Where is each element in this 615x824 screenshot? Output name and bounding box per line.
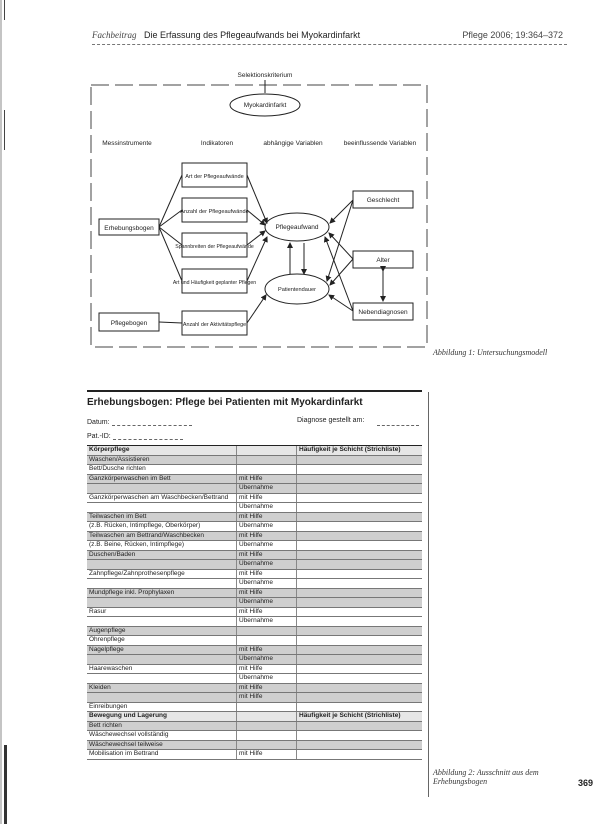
- pat-label: Pat.-ID:: [87, 433, 111, 440]
- table-row: [87, 522, 422, 532]
- table-row: [87, 569, 422, 579]
- tally-cell[interactable]: [297, 721, 423, 731]
- journal-section: Fachbeitrag: [92, 30, 137, 40]
- diagnose-label: Diagnose gestellt am:: [297, 417, 365, 424]
- table-row: [87, 645, 422, 655]
- form-meta-row: [87, 431, 422, 445]
- table-cell: Zahnpflege/Zahnprothesenpflege: [87, 569, 237, 579]
- column-header: Indikatoren: [200, 140, 234, 147]
- table-cell: (z.B. Rücken, Intimpflege, Oberkörper): [87, 522, 237, 532]
- table-cell: Übernahme: [237, 598, 297, 608]
- table-cell: Übernahme: [237, 674, 297, 684]
- table-cell: Nagelpflege: [87, 645, 237, 655]
- table-cell: Einreibungen: [87, 702, 237, 712]
- myokardinfarkt-label: Myokardinfarkt: [243, 102, 287, 109]
- table-cell: Teilwaschen am Bettrand/Waschbecken: [87, 531, 237, 541]
- tally-cell[interactable]: [297, 455, 423, 465]
- table-cell: Übernahme: [237, 655, 297, 665]
- table-cell: Übernahme: [237, 484, 297, 494]
- table-row: [87, 721, 422, 731]
- table-row: [87, 626, 422, 636]
- tally-cell[interactable]: [297, 484, 423, 494]
- tally-cell[interactable]: [297, 683, 423, 693]
- table-cell: Bett richten: [87, 721, 237, 731]
- table-cell: [87, 484, 237, 494]
- indicator-label: Anzahl der Aktivitätspflege: [182, 322, 247, 328]
- influence-label: Alter: [376, 257, 390, 264]
- table-row: [87, 579, 422, 589]
- header-rule: [92, 44, 567, 45]
- pflegeaufwand-label: Pflegeaufwand: [275, 224, 319, 231]
- form-meta-row: [87, 417, 422, 431]
- instrument-label: Pflegebogen: [110, 320, 148, 327]
- arrow: [247, 175, 267, 223]
- table-cell: mit Hilfe: [237, 645, 297, 655]
- table-cell: [237, 702, 297, 712]
- tally-cell[interactable]: [297, 503, 423, 513]
- table-row: [87, 731, 422, 741]
- table-cell: [87, 598, 237, 608]
- tally-cell[interactable]: [297, 474, 423, 484]
- table-cell: [237, 465, 297, 475]
- pflegedauer-label: Patientendauer: [278, 287, 316, 293]
- arrow: [247, 231, 265, 245]
- section-header-row: [87, 712, 422, 722]
- column-header: Messinstrumente: [102, 140, 152, 147]
- table-cell: Kleiden: [87, 683, 237, 693]
- tally-cell[interactable]: [297, 645, 423, 655]
- tally-cell[interactable]: [297, 674, 423, 684]
- table-cell: Duschen/Baden: [87, 550, 237, 560]
- tally-cell[interactable]: [297, 512, 423, 522]
- table-row: [87, 484, 422, 494]
- form-caption: Abbildung 2: Ausschnitt aus dem Erhebungsbogen: [433, 768, 539, 786]
- table-row: [87, 674, 422, 684]
- table-cell: [237, 721, 297, 731]
- table-cell: Übernahme: [237, 560, 297, 570]
- table-cell: Rasur: [87, 607, 237, 617]
- table-cell: Übernahme: [237, 503, 297, 513]
- table-cell: Übernahme: [237, 617, 297, 627]
- connector: [159, 322, 182, 323]
- table-row: [87, 541, 422, 551]
- table-row: [87, 617, 422, 627]
- section-header-cell: Häufigkeit je Schicht (Strichliste): [297, 712, 423, 722]
- indicator-label: Art der Pflegeaufwände: [185, 174, 244, 180]
- table-row: [87, 664, 422, 674]
- tally-cell[interactable]: [297, 465, 423, 475]
- section-header-cell: [237, 446, 297, 456]
- table-cell: Übernahme: [237, 541, 297, 551]
- running-header: [92, 30, 360, 40]
- form-title: Erhebungsbogen: Pflege bei Patienten mit Myokardinfarkt: [87, 390, 422, 408]
- tally-cell[interactable]: [297, 731, 423, 741]
- diagnose-field[interactable]: [377, 417, 419, 426]
- tally-cell[interactable]: [297, 740, 423, 750]
- table-cell: mit Hilfe: [237, 493, 297, 503]
- table-cell: mit Hilfe: [237, 550, 297, 560]
- section-header-cell: [237, 712, 297, 722]
- selection-criterion-label: Selektionskriterium: [237, 72, 293, 79]
- table-row: [87, 474, 422, 484]
- margin-rule: [428, 392, 429, 797]
- tally-cell[interactable]: [297, 655, 423, 665]
- column-header: beeinflussende Variablen: [343, 140, 417, 147]
- section-header-cell: Bewegung und Lagerung: [87, 712, 237, 722]
- indicator-label: Anzahl der Pflegeaufwände: [180, 209, 249, 215]
- edge-mark: [4, 745, 7, 824]
- tally-cell[interactable]: [297, 560, 423, 570]
- table-cell: Bett/Dusche richten: [87, 465, 237, 475]
- tally-cell[interactable]: [297, 664, 423, 674]
- connector: [159, 227, 182, 281]
- table-cell: [87, 503, 237, 513]
- tally-cell[interactable]: [297, 598, 423, 608]
- page-number: 369: [578, 778, 594, 788]
- tally-cell[interactable]: [297, 636, 423, 646]
- table-row: [87, 693, 422, 703]
- tally-cell[interactable]: [297, 569, 423, 579]
- datum-label: Datum:: [87, 419, 110, 426]
- tally-cell[interactable]: [297, 531, 423, 541]
- table-cell: [87, 560, 237, 570]
- page-edge: [0, 0, 16, 824]
- table-cell: [87, 579, 237, 589]
- table-cell: Wäschewechsel teilweise: [87, 740, 237, 750]
- edge-mark: [4, 110, 5, 150]
- table-row: [87, 512, 422, 522]
- table-cell: mit Hilfe: [237, 512, 297, 522]
- table-row: [87, 655, 422, 665]
- table-cell: [237, 731, 297, 741]
- datum-field[interactable]: [112, 417, 192, 426]
- table-row: [87, 588, 422, 598]
- indicator-label: Art und Häufigkeit geplanter Pflegen: [172, 280, 257, 286]
- form-table: [87, 445, 422, 760]
- tally-cell[interactable]: [297, 750, 423, 760]
- table-cell: Waschen/Assistieren: [87, 455, 237, 465]
- section-header-cell: Körperpflege: [87, 446, 237, 456]
- tally-cell[interactable]: [297, 607, 423, 617]
- table-row: [87, 683, 422, 693]
- figure-caption: Abbildung 1: Untersuchungsmodell: [433, 348, 548, 357]
- table-cell: [237, 740, 297, 750]
- table-cell: Übernahme: [237, 579, 297, 589]
- table-cell: mit Hilfe: [237, 750, 297, 760]
- table-row: [87, 702, 422, 712]
- arrow: [329, 295, 353, 311]
- table-row: [87, 750, 422, 760]
- article-title: Die Erfassung des Pflegeaufwands bei Myokardinfarkt: [144, 30, 361, 40]
- column-header: abhängige Variablen: [263, 140, 323, 147]
- table-cell: mit Hilfe: [237, 664, 297, 674]
- table-cell: Ganzkörperwaschen am Waschbecken/Bettrand: [87, 493, 237, 503]
- table-row: [87, 503, 422, 513]
- tally-cell[interactable]: [297, 522, 423, 532]
- table-cell: [87, 693, 237, 703]
- instrument-label: Erhebungsbogen: [104, 225, 154, 232]
- table-cell: mit Hilfe: [237, 693, 297, 703]
- indicator-label: Spannbreiten der Pflegeaufwände: [175, 244, 254, 250]
- table-cell: Übernahme: [237, 522, 297, 532]
- table-cell: mit Hilfe: [237, 569, 297, 579]
- section-header-row: [87, 446, 422, 456]
- table-cell: Ganzkörperwaschen im Bett: [87, 474, 237, 484]
- connector: [159, 175, 182, 227]
- table-cell: Ohrenpflege: [87, 636, 237, 646]
- tally-cell[interactable]: [297, 541, 423, 551]
- tally-cell[interactable]: [297, 550, 423, 560]
- influence-label: Nebendiagnosen: [358, 309, 408, 316]
- table-cell: mit Hilfe: [237, 531, 297, 541]
- tally-cell[interactable]: [297, 579, 423, 589]
- table-cell: [237, 626, 297, 636]
- influence-label: Geschlecht: [366, 197, 400, 204]
- table-cell: Augenpflege: [87, 626, 237, 636]
- table-row: [87, 560, 422, 570]
- table-cell: (z.B. Beine, Rücken, Intimpflege): [87, 541, 237, 551]
- research-model-figure: [85, 55, 430, 355]
- tally-cell[interactable]: [297, 702, 423, 712]
- pat-field[interactable]: [113, 431, 183, 440]
- survey-form: [87, 390, 422, 760]
- table-row: [87, 550, 422, 560]
- table-cell: [87, 655, 237, 665]
- table-cell: Mundpflege inkl. Prophylaxen: [87, 588, 237, 598]
- tally-cell[interactable]: [297, 693, 423, 703]
- research-model-diagram: [85, 55, 430, 355]
- tally-cell[interactable]: [297, 493, 423, 503]
- table-row: [87, 598, 422, 608]
- table-cell: mit Hilfe: [237, 607, 297, 617]
- section-header-cell: Häufigkeit je Schicht (Strichliste): [297, 446, 423, 456]
- table-row: [87, 740, 422, 750]
- table-cell: Wäschewechsel vollständig: [87, 731, 237, 741]
- table-cell: [87, 674, 237, 684]
- tally-cell[interactable]: [297, 588, 423, 598]
- edge-mark: [4, 0, 5, 20]
- table-cell: mit Hilfe: [237, 683, 297, 693]
- table-row: [87, 636, 422, 646]
- table-cell: mit Hilfe: [237, 474, 297, 484]
- table-row: [87, 607, 422, 617]
- table-cell: Mobilisation im Bettrand: [87, 750, 237, 760]
- table-row: [87, 531, 422, 541]
- arrow: [327, 200, 353, 281]
- tally-cell[interactable]: [297, 626, 423, 636]
- table-cell: mit Hilfe: [237, 588, 297, 598]
- table-row: [87, 465, 422, 475]
- citation: Pflege 2006; 19:364–372: [462, 30, 563, 40]
- table-cell: [87, 617, 237, 627]
- table-cell: Teilwaschen im Bett: [87, 512, 237, 522]
- table-row: [87, 455, 422, 465]
- arrow: [247, 295, 266, 323]
- table-cell: [237, 455, 297, 465]
- tally-cell[interactable]: [297, 617, 423, 627]
- table-cell: [237, 636, 297, 646]
- table-cell: Haarewaschen: [87, 664, 237, 674]
- table-row: [87, 493, 422, 503]
